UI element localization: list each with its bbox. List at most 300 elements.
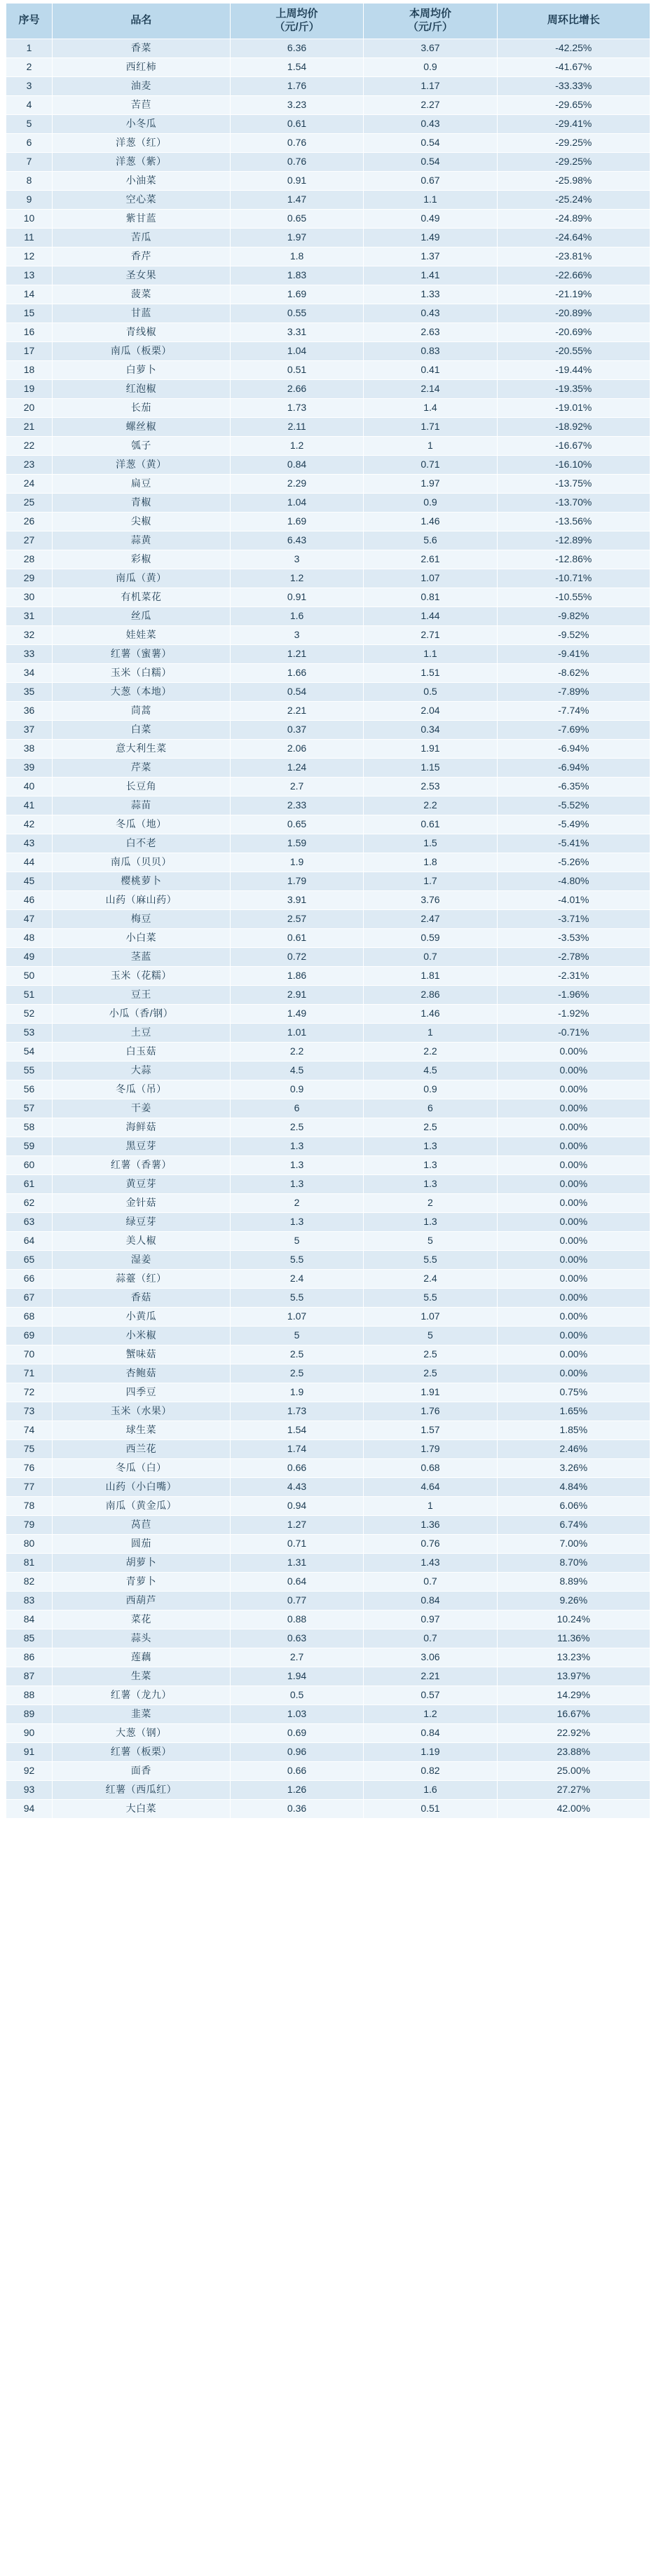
cell-name: 青萝卜 (53, 1572, 231, 1591)
table-row (6, 304, 650, 323)
cell-growth: -20.69% (497, 323, 650, 341)
cell-name: 美人椒 (53, 1231, 231, 1250)
cell-name: 蒜黄 (53, 531, 231, 550)
cell-this-week-price: 0.9 (364, 57, 497, 76)
cell-name: 丝瓜 (53, 606, 231, 625)
cell-growth: -12.89% (497, 531, 650, 550)
cell-name: 红薯（龙九） (53, 1686, 231, 1704)
cell-this-week-price: 2.21 (364, 1667, 497, 1686)
table-row (6, 947, 650, 966)
cell-last-week-price: 1.83 (230, 266, 363, 285)
last-week-title: 上周均价 (275, 8, 318, 20)
cell-growth: 6.06% (497, 1496, 650, 1515)
cell-name: 红薯（香薯） (53, 1155, 231, 1174)
table-row (6, 796, 650, 815)
cell-index: 5 (6, 114, 53, 133)
cell-last-week-price: 2 (230, 1193, 363, 1212)
cell-last-week-price: 1.86 (230, 966, 363, 985)
cell-index: 20 (6, 398, 53, 417)
cell-index: 53 (6, 1023, 53, 1042)
cell-growth: 0.00% (497, 1118, 650, 1137)
cell-index: 84 (6, 1610, 53, 1629)
cell-last-week-price: 1.97 (230, 228, 363, 247)
cell-name: 黄豆芽 (53, 1174, 231, 1193)
table-row (6, 95, 650, 114)
cell-name: 大蒜 (53, 1061, 231, 1080)
cell-index: 82 (6, 1572, 53, 1591)
table-row (6, 966, 650, 985)
cell-index: 54 (6, 1042, 53, 1061)
table-row (6, 436, 650, 455)
cell-growth: -3.71% (497, 909, 650, 928)
cell-this-week-price: 1.3 (364, 1137, 497, 1155)
cell-growth: -25.24% (497, 190, 650, 209)
cell-last-week-price: 0.61 (230, 114, 363, 133)
cell-growth: 23.88% (497, 1742, 650, 1761)
cell-growth: 1.65% (497, 1402, 650, 1421)
cell-growth: -5.49% (497, 815, 650, 834)
cell-growth: 2.46% (497, 1439, 650, 1458)
cell-growth: 0.00% (497, 1307, 650, 1326)
cell-index: 34 (6, 663, 53, 682)
cell-name: 豆王 (53, 985, 231, 1004)
table-row (6, 1080, 650, 1099)
table-row (6, 1572, 650, 1591)
cell-last-week-price: 1.26 (230, 1780, 363, 1799)
table-row (6, 1458, 650, 1477)
cell-this-week-price: 1.51 (364, 663, 497, 682)
cell-last-week-price: 5 (230, 1326, 363, 1345)
cell-growth: -20.89% (497, 304, 650, 323)
table-row (6, 285, 650, 304)
cell-growth: 1.85% (497, 1421, 650, 1439)
cell-growth: 0.00% (497, 1080, 650, 1099)
table-row (6, 682, 650, 701)
cell-this-week-price: 2.47 (364, 909, 497, 928)
table-row (6, 39, 650, 57)
cell-index: 42 (6, 815, 53, 834)
cell-growth: 25.00% (497, 1761, 650, 1780)
cell-this-week-price: 1.49 (364, 228, 497, 247)
table-row (6, 550, 650, 569)
cell-growth: -12.86% (497, 550, 650, 569)
cell-name: 南瓜（板栗） (53, 341, 231, 360)
cell-growth: 13.23% (497, 1648, 650, 1667)
table-row (6, 588, 650, 606)
cell-index: 36 (6, 701, 53, 720)
cell-index: 41 (6, 796, 53, 815)
cell-index: 16 (6, 323, 53, 341)
cell-index: 57 (6, 1099, 53, 1118)
cell-index: 55 (6, 1061, 53, 1080)
cell-index: 10 (6, 209, 53, 228)
cell-last-week-price: 2.66 (230, 379, 363, 398)
cell-index: 30 (6, 588, 53, 606)
cell-last-week-price: 5.5 (230, 1288, 363, 1307)
cell-name: 胡萝卜 (53, 1553, 231, 1572)
cell-this-week-price: 3.06 (364, 1648, 497, 1667)
cell-last-week-price: 6.36 (230, 39, 363, 57)
cell-this-week-price: 2 (364, 1193, 497, 1212)
cell-growth: 0.00% (497, 1364, 650, 1383)
cell-growth: -42.25% (497, 39, 650, 57)
cell-this-week-price: 0.57 (364, 1686, 497, 1704)
cell-this-week-price: 2.2 (364, 1042, 497, 1061)
table-row (6, 1477, 650, 1496)
cell-this-week-price: 2.86 (364, 985, 497, 1004)
cell-last-week-price: 0.65 (230, 209, 363, 228)
table-row (6, 1686, 650, 1704)
cell-growth: -24.64% (497, 228, 650, 247)
cell-name: 扁豆 (53, 474, 231, 493)
cell-growth: -13.56% (497, 512, 650, 531)
cell-last-week-price: 5 (230, 1231, 363, 1250)
table-row (6, 1742, 650, 1761)
cell-growth: -6.35% (497, 777, 650, 796)
column-header-name: 品名 (53, 4, 231, 39)
cell-name: 红薯（西瓜红） (53, 1780, 231, 1799)
cell-name: 南瓜（黄金瓜） (53, 1496, 231, 1515)
cell-growth: -10.71% (497, 569, 650, 588)
cell-this-week-price: 4.5 (364, 1061, 497, 1080)
cell-name: 蟹味菇 (53, 1345, 231, 1364)
cell-last-week-price: 0.88 (230, 1610, 363, 1629)
cell-this-week-price: 1.3 (364, 1212, 497, 1231)
cell-growth: 0.00% (497, 1042, 650, 1061)
cell-index: 32 (6, 625, 53, 644)
cell-growth: 0.00% (497, 1212, 650, 1231)
cell-this-week-price: 1.97 (364, 474, 497, 493)
cell-this-week-price: 1.81 (364, 966, 497, 985)
table-row (6, 1799, 650, 1818)
column-header-index: 序号 (6, 4, 53, 39)
cell-last-week-price: 0.37 (230, 720, 363, 739)
cell-growth: -3.53% (497, 928, 650, 947)
cell-this-week-price: 0.43 (364, 304, 497, 323)
cell-index: 70 (6, 1345, 53, 1364)
cell-growth: 0.00% (497, 1099, 650, 1118)
cell-index: 39 (6, 758, 53, 777)
table-row (6, 853, 650, 872)
cell-this-week-price: 3.76 (364, 890, 497, 909)
cell-growth: -13.75% (497, 474, 650, 493)
cell-last-week-price: 0.55 (230, 304, 363, 323)
table-row (6, 379, 650, 398)
cell-this-week-price: 1.41 (364, 266, 497, 285)
cell-name: 小米椒 (53, 1326, 231, 1345)
cell-growth: -4.01% (497, 890, 650, 909)
cell-last-week-price: 3.91 (230, 890, 363, 909)
table-body (6, 39, 650, 1818)
cell-index: 90 (6, 1723, 53, 1742)
cell-index: 94 (6, 1799, 53, 1818)
cell-this-week-price: 1.3 (364, 1174, 497, 1193)
table-row (6, 1553, 650, 1572)
cell-this-week-price: 0.5 (364, 682, 497, 701)
cell-this-week-price: 0.61 (364, 815, 497, 834)
cell-name: 小冬瓜 (53, 114, 231, 133)
cell-this-week-price: 1.15 (364, 758, 497, 777)
table-row (6, 1231, 650, 1250)
cell-index: 40 (6, 777, 53, 796)
cell-last-week-price: 2.7 (230, 1648, 363, 1667)
cell-name: 洋葱（紫） (53, 152, 231, 171)
cell-this-week-price: 1.91 (364, 739, 497, 758)
table-row (6, 152, 650, 171)
cell-this-week-price: 0.7 (364, 1629, 497, 1648)
cell-name: 彩椒 (53, 550, 231, 569)
cell-index: 15 (6, 304, 53, 323)
cell-index: 8 (6, 171, 53, 190)
cell-growth: -9.52% (497, 625, 650, 644)
cell-last-week-price: 1.21 (230, 644, 363, 663)
cell-growth: 0.00% (497, 1288, 650, 1307)
table-row (6, 815, 650, 834)
cell-growth: -18.92% (497, 417, 650, 436)
cell-index: 88 (6, 1686, 53, 1704)
cell-index: 27 (6, 531, 53, 550)
cell-growth: 0.00% (497, 1250, 650, 1269)
cell-this-week-price: 5 (364, 1231, 497, 1250)
cell-this-week-price: 1.5 (364, 834, 497, 853)
cell-growth: 0.00% (497, 1155, 650, 1174)
table-row (6, 1326, 650, 1345)
cell-this-week-price: 1.46 (364, 512, 497, 531)
table-row (6, 171, 650, 190)
cell-index: 68 (6, 1307, 53, 1326)
cell-growth: -6.94% (497, 739, 650, 758)
cell-this-week-price: 1.37 (364, 247, 497, 266)
table-row (6, 1383, 650, 1402)
cell-index: 14 (6, 285, 53, 304)
cell-name: 玉米（白糯） (53, 663, 231, 682)
cell-name: 蒜头 (53, 1629, 231, 1648)
cell-last-week-price: 1.07 (230, 1307, 363, 1326)
cell-growth: -10.55% (497, 588, 650, 606)
cell-last-week-price: 0.36 (230, 1799, 363, 1818)
cell-growth: -41.67% (497, 57, 650, 76)
table-row (6, 1439, 650, 1458)
cell-last-week-price: 0.54 (230, 682, 363, 701)
table-row (6, 1061, 650, 1080)
table-row (6, 512, 650, 531)
cell-index: 65 (6, 1250, 53, 1269)
table-row (6, 625, 650, 644)
cell-this-week-price: 1 (364, 1023, 497, 1042)
cell-index: 78 (6, 1496, 53, 1515)
cell-growth: -0.71% (497, 1023, 650, 1042)
table-row (6, 1402, 650, 1421)
cell-growth: 0.00% (497, 1269, 650, 1288)
cell-last-week-price: 1.9 (230, 1383, 363, 1402)
cell-this-week-price: 0.9 (364, 1080, 497, 1099)
cell-this-week-price: 2.27 (364, 95, 497, 114)
cell-name: 西红柿 (53, 57, 231, 76)
table-row (6, 606, 650, 625)
cell-growth: 0.00% (497, 1174, 650, 1193)
cell-growth: -7.69% (497, 720, 650, 739)
cell-last-week-price: 1.3 (230, 1137, 363, 1155)
cell-name: 有机菜花 (53, 588, 231, 606)
table-row (6, 1515, 650, 1534)
weekly-vegetable-price-table (6, 3, 650, 1819)
cell-index: 4 (6, 95, 53, 114)
table-row (6, 1591, 650, 1610)
cell-name: 螺丝椒 (53, 417, 231, 436)
cell-last-week-price: 1.2 (230, 436, 363, 455)
cell-index: 92 (6, 1761, 53, 1780)
cell-last-week-price: 5.5 (230, 1250, 363, 1269)
cell-last-week-price: 2.4 (230, 1269, 363, 1288)
cell-last-week-price: 1.9 (230, 853, 363, 872)
table-row (6, 1118, 650, 1137)
cell-index: 80 (6, 1534, 53, 1553)
cell-name: 杏鲍菇 (53, 1364, 231, 1383)
cell-last-week-price: 1.69 (230, 512, 363, 531)
cell-last-week-price: 2.57 (230, 909, 363, 928)
cell-growth: 7.00% (497, 1534, 650, 1553)
cell-last-week-price: 2.5 (230, 1118, 363, 1137)
cell-last-week-price: 0.69 (230, 1723, 363, 1742)
table-row (6, 569, 650, 588)
cell-index: 23 (6, 455, 53, 474)
cell-name: 苦瓜 (53, 228, 231, 247)
this-week-title: 本周均价 (409, 8, 451, 20)
table-row (6, 928, 650, 947)
cell-name: 玉米（花糯） (53, 966, 231, 985)
table-row (6, 1174, 650, 1193)
table-row (6, 1780, 650, 1799)
cell-name: 湿姜 (53, 1250, 231, 1269)
cell-name: 苦苣 (53, 95, 231, 114)
cell-this-week-price: 0.81 (364, 588, 497, 606)
cell-this-week-price: 2.4 (364, 1269, 497, 1288)
table-row (6, 114, 650, 133)
cell-last-week-price: 6 (230, 1099, 363, 1118)
cell-index: 21 (6, 417, 53, 436)
cell-this-week-price: 1.1 (364, 190, 497, 209)
table-row (6, 323, 650, 341)
cell-index: 38 (6, 739, 53, 758)
cell-this-week-price: 1.07 (364, 569, 497, 588)
table-row (6, 209, 650, 228)
cell-this-week-price: 1.91 (364, 1383, 497, 1402)
cell-this-week-price: 1.46 (364, 1004, 497, 1023)
cell-index: 81 (6, 1553, 53, 1572)
cell-growth: -20.55% (497, 341, 650, 360)
table-row (6, 1212, 650, 1231)
cell-last-week-price: 1.59 (230, 834, 363, 853)
cell-last-week-price: 2.21 (230, 701, 363, 720)
cell-last-week-price: 4.5 (230, 1061, 363, 1080)
cell-this-week-price: 1.7 (364, 872, 497, 890)
cell-growth: -33.33% (497, 76, 650, 95)
cell-last-week-price: 0.64 (230, 1572, 363, 1591)
cell-last-week-price: 0.84 (230, 455, 363, 474)
cell-index: 66 (6, 1269, 53, 1288)
cell-name: 樱桃萝卜 (53, 872, 231, 890)
cell-index: 86 (6, 1648, 53, 1667)
cell-index: 75 (6, 1439, 53, 1458)
cell-name: 莴苣 (53, 1515, 231, 1534)
column-header-growth: 周环比增长 (497, 4, 650, 39)
cell-name: 长茄 (53, 398, 231, 417)
cell-index: 33 (6, 644, 53, 663)
cell-this-week-price: 0.7 (364, 1572, 497, 1591)
cell-growth: -2.31% (497, 966, 650, 985)
table-row (6, 1496, 650, 1515)
cell-last-week-price: 1.76 (230, 76, 363, 95)
cell-growth: 0.00% (497, 1231, 650, 1250)
cell-name: 菠菜 (53, 285, 231, 304)
cell-index: 76 (6, 1458, 53, 1477)
cell-growth: 8.70% (497, 1553, 650, 1572)
cell-this-week-price: 3.67 (364, 39, 497, 57)
table-row (6, 531, 650, 550)
table-row (6, 872, 650, 890)
cell-growth: -19.01% (497, 398, 650, 417)
cell-last-week-price: 2.5 (230, 1345, 363, 1364)
cell-name: 长豆角 (53, 777, 231, 796)
cell-index: 73 (6, 1402, 53, 1421)
cell-growth: -8.62% (497, 663, 650, 682)
cell-this-week-price: 1.71 (364, 417, 497, 436)
cell-index: 83 (6, 1591, 53, 1610)
cell-name: 大葱（本地） (53, 682, 231, 701)
cell-name: 大葱（钢） (53, 1723, 231, 1742)
cell-last-week-price: 0.76 (230, 133, 363, 152)
cell-index: 71 (6, 1364, 53, 1383)
cell-last-week-price: 3 (230, 550, 363, 569)
cell-last-week-price: 0.91 (230, 588, 363, 606)
cell-last-week-price: 1.54 (230, 1421, 363, 1439)
cell-index: 62 (6, 1193, 53, 1212)
cell-index: 46 (6, 890, 53, 909)
cell-index: 43 (6, 834, 53, 853)
cell-index: 63 (6, 1212, 53, 1231)
cell-name: 白菜 (53, 720, 231, 739)
cell-growth: -19.35% (497, 379, 650, 398)
cell-index: 89 (6, 1704, 53, 1723)
cell-this-week-price: 2.5 (364, 1364, 497, 1383)
table-row (6, 398, 650, 417)
cell-last-week-price: 0.71 (230, 1534, 363, 1553)
cell-index: 3 (6, 76, 53, 95)
cell-index: 29 (6, 569, 53, 588)
cell-name: 生菜 (53, 1667, 231, 1686)
cell-last-week-price: 2.7 (230, 777, 363, 796)
cell-name: 金针菇 (53, 1193, 231, 1212)
table-row (6, 190, 650, 209)
table-row (6, 360, 650, 379)
cell-name: 香菇 (53, 1288, 231, 1307)
cell-this-week-price: 1.57 (364, 1421, 497, 1439)
cell-name: 尖椒 (53, 512, 231, 531)
cell-last-week-price: 2.06 (230, 739, 363, 758)
table-row (6, 474, 650, 493)
cell-growth: -5.26% (497, 853, 650, 872)
table-row (6, 1534, 650, 1553)
cell-index: 48 (6, 928, 53, 947)
cell-growth: -19.44% (497, 360, 650, 379)
cell-growth: 0.00% (497, 1326, 650, 1345)
cell-name: 冬瓜（吊） (53, 1080, 231, 1099)
cell-name: 山药（小白嘴） (53, 1477, 231, 1496)
cell-last-week-price: 1.47 (230, 190, 363, 209)
cell-index: 52 (6, 1004, 53, 1023)
cell-last-week-price: 0.66 (230, 1761, 363, 1780)
cell-last-week-price: 0.66 (230, 1458, 363, 1477)
